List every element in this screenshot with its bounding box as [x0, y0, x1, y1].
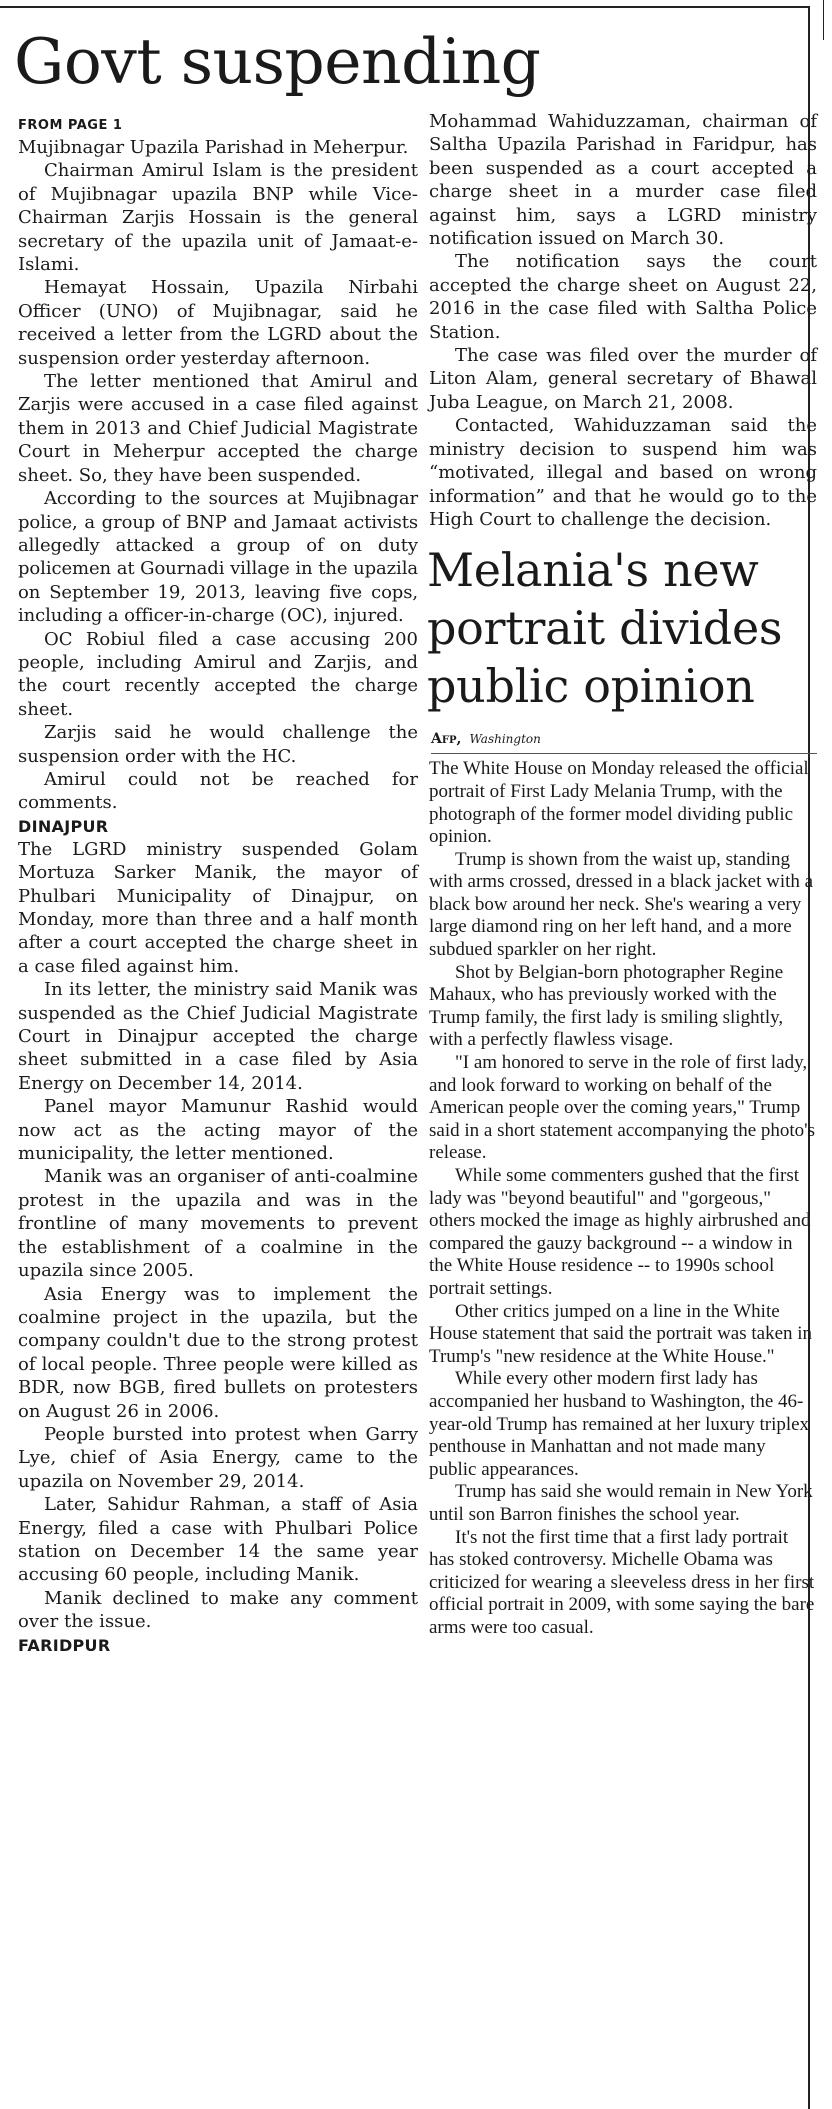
top-rule — [0, 6, 810, 8]
paragraph: Zarjis said he would challenge the suspension order with the HC. — [18, 722, 418, 767]
paragraph: Mujibnagar Upazila Parishad in Meherpur. — [18, 137, 409, 158]
paragraph: The White House on Monday released the official portrait of First Lady Melania Trump, with the photograph of the former model dividing public opinion. — [429, 758, 809, 848]
paragraph: "I am honored to serve in the role of first lady, and look forward to working on behalf of the American people over the coming years," Trump said in a short statement accompanying the photo's release. — [429, 1052, 815, 1164]
outer-rule — [823, 0, 824, 40]
paragraph: Contacted, Wahiduzzaman said the ministry decision to suspend him was “motivated, illegal and based on wrong information” and that he would go to the High Court to challenge the decision. — [429, 415, 817, 530]
paragraph: The LGRD ministry suspended Golam Mortuza Sarker Manik, the mayor of Phulbari Municipality of Dinajpur, on Monday, more than three and a half month after a court accepted the charge sheet in a case filed against him. — [18, 838, 418, 977]
paragraph: While every other modern first lady has accompanied her husband to Washington, the 46-year-old Trump has remained at her luxury triplex penthouse in Manhattan and not made many public appearances. — [429, 1368, 810, 1480]
secondary-headline: Melania's new portrait divides public opinion — [427, 543, 783, 714]
paragraph: Amirul could not be reached for comments. — [18, 768, 418, 814]
paragraph: Shot by Belgian-born photographer Regine Mahaux, who has previously worked with the Trump family, the first lady is smiling slightly, with a perfectly flawless visage. — [429, 961, 784, 1051]
paragraph: In its letter, the ministry said Manik was suspended as the Chief Judicial Magistrate Court in Dinajpur accepted the charge sheet submitted in a case filed by Asia Energy on December 14, 2014. — [18, 979, 418, 1094]
from-page-label: FROM PAGE 1 — [18, 118, 123, 133]
paragraph: OC Robiul filed a case accusing 200 people, including Amirul and Zarjis, and the court recently accepted the charge sheet. — [18, 628, 418, 720]
paragraph: The letter mentioned that Amirul and Zarjis were accused in a case filed against them in 2013 and Chief Judicial Magistrate Court in Meherpur accepted the charge sheet. So, they have been suspended. — [18, 371, 418, 486]
paragraph: Later, Sahidur Rahman, a staff of Asia Energy, filed a case with Phulbari Police station on December 14 the same year accusing 60 people, including Manik. — [18, 1494, 418, 1586]
paragraph: Manik was an organiser of anti-coalmine protest in the upazila and was in the frontline of many movements to prevent the establishment of a coalmine in the upazila since 2005. — [18, 1166, 418, 1282]
paragraph: Other critics jumped on a line in the White House statement that said the portrait was taken in Trump's "new residence at the White House." — [429, 1300, 813, 1367]
subhead-faridpur: FARIDPUR — [18, 1635, 111, 1655]
paragraph: Panel mayor Mamunur Rashid would now act as the acting mayor of the municipality, the letter mentioned. — [18, 1096, 418, 1165]
paragraph: Trump is shown from the waist up, standing with arms crossed, dressed in a black jacket with a black bow around her neck. She's wearing a very large diamond ring on her left hand, and a more subdued sparkler on her right. — [429, 848, 814, 961]
paragraph: The case was filed over the murder of Liton Alam, general secretary of Bhawal Juba League, on March 21, 2008. — [429, 345, 817, 413]
paragraph: Manik declined to make any comment over the issue. — [18, 1587, 418, 1633]
paragraph: Chairman Amirul Islam is the president of Mujibnagar upazila BNP while Vice-Chairman Zarjis Hossain is the general secretary of the upazila unit of Jamaat-e-Islami. — [18, 160, 418, 276]
paragraph: It's not the first time that a first lady portrait has stoked controversy. Michelle Obama was criticized for wearing a sleeveless dress in her first official portrait in 2009, with some saying the bare arms were too casual. — [429, 1526, 815, 1638]
paragraph: Asia Energy was to implement the coalmine project in the upazila, but the company couldn't due to the strong protest of local people. Three people were killed as BDR, now BGB, fired bullets on protesters on August 26 in 2006. — [18, 1283, 418, 1422]
paragraph: Hemayat Hossain, Upazila Nirbahi Officer (UNO) of Mujibnagar, said he received a letter from the LGRD about the suspension order yesterday afternoon. — [18, 277, 418, 369]
paragraph: Trump has said she would remain in New York until son Barron finishes the school year. — [429, 1481, 813, 1525]
paragraph: People bursted into protest when Garry Lye, chief of Asia Energy, came to the upazila on November 29, 2014. — [18, 1423, 418, 1492]
byline-agency: Afp, — [431, 731, 462, 748]
headline: Govt suspending — [14, 25, 541, 98]
paragraph: Mohammad Wahiduzzaman, chairman of Saltha Upazila Parishad in Faridpur, has been suspended as a court accepted a charge sheet in a murder case filed against him, says a LGRD ministry notification issued on March 30. — [429, 111, 817, 250]
paragraph: According to the sources at Mujibnagar police, a group of BNP and Jamaat activists allegedly attacked a group of on duty policemen at Gournadi village in the upazila on September 19, 2013, leaving five cops, including a officer-in-charge (OC), injured. — [18, 488, 418, 627]
byline — [431, 731, 817, 754]
left-column — [18, 118, 418, 1657]
paragraph: While some commenters gushed that the first lady was "beyond beautiful" and "gorgeous," others mocked the image as highly airbrushed and compared the gauzy background -- a window in the White House residence -- to 1990s school portrait settings. — [429, 1165, 811, 1299]
right-column — [429, 110, 817, 1639]
subhead-dinajpur: DINAJPUR — [18, 816, 109, 836]
byline-place: Washington — [469, 732, 541, 747]
paragraph: The notification says the court accepted the charge sheet on August 22, 2016 in the case filed with Saltha Police Station. — [429, 251, 817, 343]
